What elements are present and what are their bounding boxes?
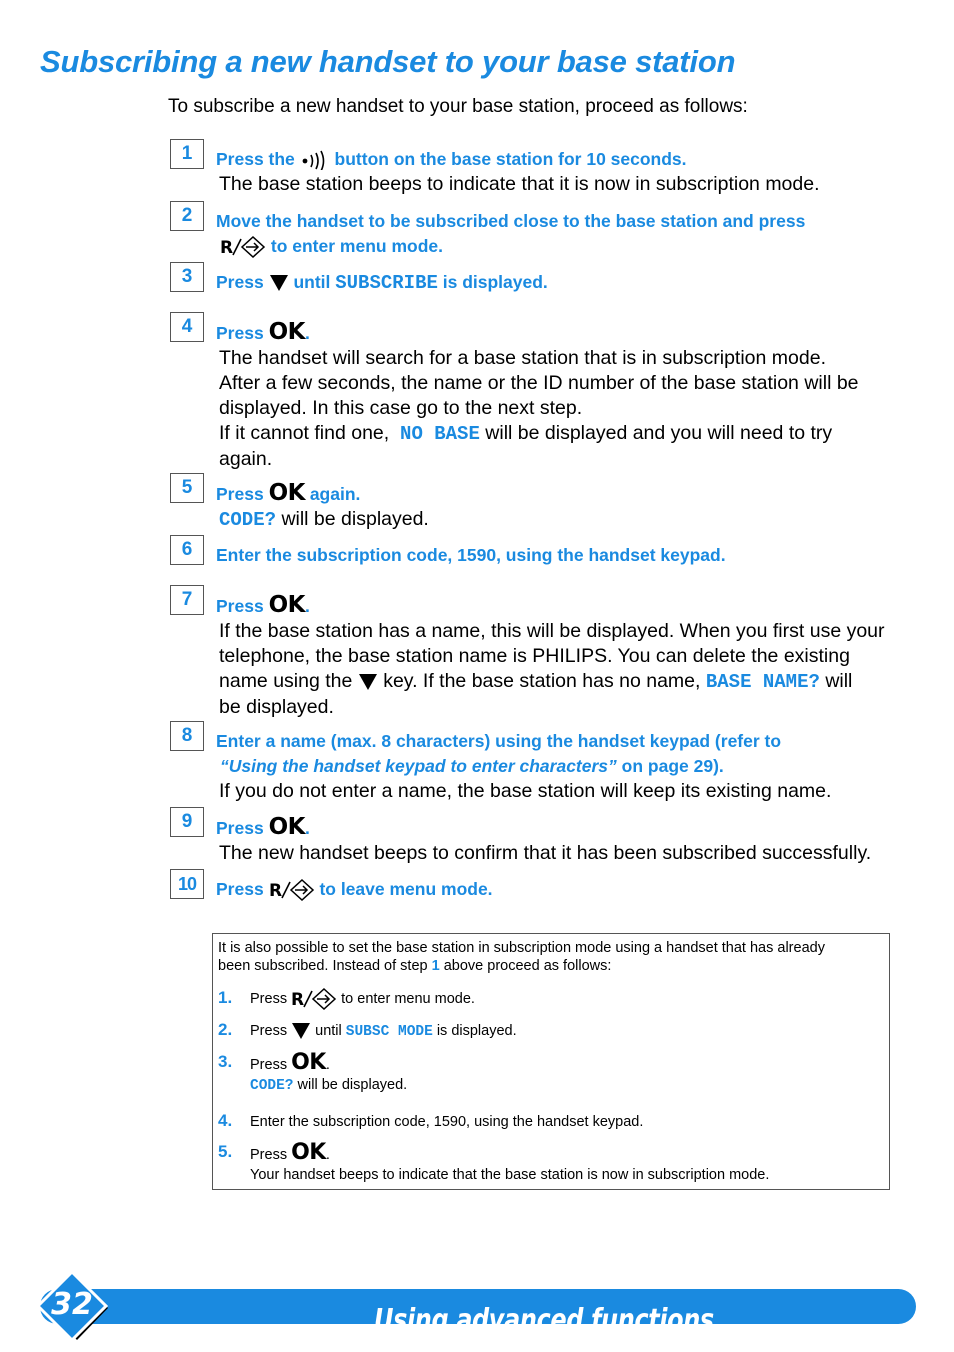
display-code: BASE NAME?: [705, 671, 820, 693]
footer-bar: [40, 1289, 916, 1338]
step-instruction: Enter a name (max. 8 characters) using the handset keypad (refer to: [216, 731, 782, 751]
cross-reference: “Using the handset keypad to enter characters”: [220, 756, 617, 776]
menu-key-icon: [291, 988, 337, 1010]
step-description: will be displayed.: [281, 508, 429, 530]
step-instruction: Press: [216, 272, 264, 292]
step-description: If you do not enter a name, the base station will keep its existing name.: [219, 780, 832, 802]
note-text: been subscribed. Instead of step: [218, 958, 428, 974]
step-description: will: [825, 670, 853, 692]
ok-key-label: OK: [291, 1140, 326, 1165]
step-instruction: is displayed.: [442, 272, 548, 292]
menu-key-icon: [220, 236, 266, 258]
note-step-number: 4.: [218, 1111, 233, 1130]
display-code: CODE?: [250, 1078, 294, 1094]
down-arrow-icon: [358, 673, 378, 691]
ok-key-label: OK: [268, 592, 305, 618]
step-number: 3: [170, 262, 204, 292]
step-instruction: Press: [216, 879, 264, 899]
down-arrow-icon: [291, 1022, 311, 1040]
step-instruction: on page 29).: [621, 756, 724, 776]
section-title: Using advanced functions: [374, 1303, 714, 1338]
step-number: 2: [170, 201, 204, 231]
step-description: displayed. In this case go to the next step.: [219, 397, 583, 419]
step-instruction: Press: [216, 596, 264, 616]
svg-text:R: R: [291, 990, 305, 1011]
note-text: It is also possible to set the base station in subscription mode using a handset that has already: [218, 940, 825, 956]
step-description: name using the: [219, 670, 353, 692]
step-instruction: to enter menu mode.: [270, 236, 443, 256]
note-step-number: 2.: [218, 1020, 233, 1039]
step-instruction: Move the handset to be subscribed close to the base station and press: [216, 211, 806, 231]
ok-key-label: OK: [268, 319, 305, 345]
step-description: The base station beeps to indicate that it is now in subscription mode.: [219, 173, 820, 195]
step-instruction: Enter the subscription code, 1590, using the handset keypad.: [216, 545, 726, 565]
step-description: will be displayed and you will need to try: [485, 422, 833, 444]
step-instruction: Press: [216, 818, 264, 838]
step-description: The new handset beeps to confirm that it has been subscribed successfully.: [219, 842, 872, 864]
step-description: again.: [219, 448, 273, 470]
display-code: SUBSCRIBE: [335, 272, 438, 294]
step-number: 1: [170, 139, 204, 169]
step-number: 6: [170, 535, 204, 565]
note-step-number: 3.: [218, 1052, 233, 1071]
note-text: above proceed as follows:: [443, 958, 612, 974]
down-arrow-icon: [269, 274, 289, 292]
page-footer: [0, 1268, 954, 1352]
svg-text:R: R: [268, 881, 282, 902]
intro-text: To subscribe a new handset to your base station, proceed as follows:: [168, 96, 748, 117]
ok-key-label: OK: [291, 1050, 326, 1075]
ok-key-label: OK: [268, 480, 305, 506]
step-number: 7: [170, 585, 204, 615]
ok-key-label: OK: [268, 814, 305, 840]
step-description: key. If the base station has no name,: [383, 670, 701, 692]
display-code: NO BASE: [400, 423, 480, 445]
step-description: If it cannot find one,: [219, 422, 390, 444]
note-step-number: 5.: [218, 1142, 233, 1161]
step-reference: 1: [431, 958, 440, 974]
step-instruction: Press: [216, 484, 264, 504]
step-description: telephone, the base station name is PHILIPS. You can delete the existing: [219, 645, 850, 667]
step-number: 10: [170, 869, 204, 899]
page-number: 32: [51, 1287, 93, 1322]
page-title: Subscribing a new handset to your base station: [40, 44, 736, 79]
note-step-number: 1.: [218, 988, 233, 1007]
step-number: 4: [170, 312, 204, 342]
paging-icon: [300, 150, 330, 170]
step-description: be displayed.: [219, 696, 334, 718]
note-box: It is also possible to set the base station in subscription mode using a handset that has already been subscribed. Instead of step 1 above proceed as follows: 1. Press R to enter menu mode. 2. Press until SUBSC MODE is displayed. 3. Press OK. CODE? will be displayed. 4. Enter the subscription code, 1590, using the handset keypad. 5. Press OK. Your handset beeps to indicate that the base station is now in subscription mode.: [212, 933, 890, 1190]
step-description: If the base station has a name, this will be displayed. When you first use your: [219, 620, 885, 642]
step-instruction: to leave menu mode.: [319, 879, 493, 899]
step-number: 9: [170, 807, 204, 837]
step-instruction: button on the base station for 10 seconds.: [334, 149, 687, 169]
display-code: CODE?: [219, 509, 277, 531]
step-instruction: until: [293, 272, 331, 292]
step-number: 5: [170, 473, 204, 503]
step-instruction: Press: [216, 323, 264, 343]
step-description: After a few seconds, the name or the ID number of the base station will be: [219, 372, 859, 394]
display-code: SUBSC MODE: [345, 1024, 433, 1040]
step-instruction: Press the: [216, 149, 295, 169]
step-description: The handset will search for a base station that is in subscription mode.: [219, 347, 826, 369]
svg-text:R: R: [220, 238, 234, 259]
step-number: 8: [170, 721, 204, 751]
menu-key-icon: [269, 879, 315, 901]
